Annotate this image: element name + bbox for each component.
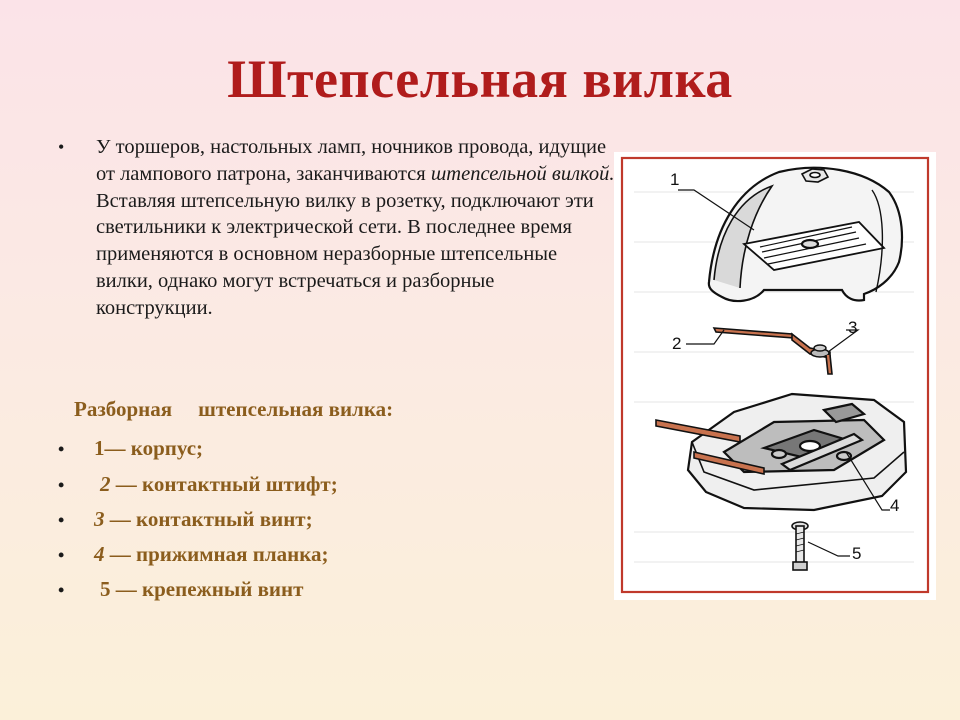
part-text: — корпус; [104,436,204,460]
callout-4: 4 [890,496,900,515]
plug-diagram-svg [614,152,936,600]
bullet-icon: • [58,137,65,157]
part-number: 5 [100,577,111,601]
plug-diagram [614,152,936,600]
part-number: 2 [100,472,111,496]
intro-text-after: Вставляя штепсельную вилку в розетку, подключают эти светильники к электрической сети. В последнее время применяются в основном неразборные штепсельные вилки, однако могут встречаться и разборные конструкции. [96,189,594,319]
part-item-5 [58,577,303,602]
part-text: — прижимная планка; [104,542,329,566]
parts-heading-part2: штепсельная вилка: [198,397,394,421]
part-text: — крепежный винт [110,577,304,601]
callout-1: 1 [670,170,680,189]
contact-screw [814,345,826,351]
callout-3: 3 [848,318,858,337]
housing-base [688,394,906,510]
bullet-icon: • [58,580,65,600]
bullet-icon: • [58,545,65,565]
part-number: 1 [94,436,105,460]
part-number: 4 [94,542,105,566]
slide-title: Штепсельная вилка [227,49,733,109]
part-item-4 [58,542,328,567]
part-item-2 [58,472,338,497]
part-item-1 [58,436,203,461]
parts-heading-part1: Разборная [74,397,173,421]
callout-2: 2 [672,334,682,353]
intro-text-before: У торшеров, настольных ламп, ночников провода, идущие от лампового патрона, заканчиваются [96,136,607,185]
housing-top [709,168,902,301]
intro-text-emphasis: штепсельной вилкой. [430,162,615,185]
part-item-3 [58,507,313,532]
contact-pin [714,328,832,374]
bullet-icon: • [58,475,65,495]
intro-text [96,134,616,322]
bullet-icon: • [58,439,65,459]
part-text: — контактный штифт; [110,472,338,496]
bullet-icon: • [58,510,65,530]
fixing-screw [792,522,808,570]
part-number: 3 [94,507,105,531]
parts-heading [74,397,393,422]
callout-5: 5 [852,544,862,563]
part-text: — контактный винт; [104,507,313,531]
